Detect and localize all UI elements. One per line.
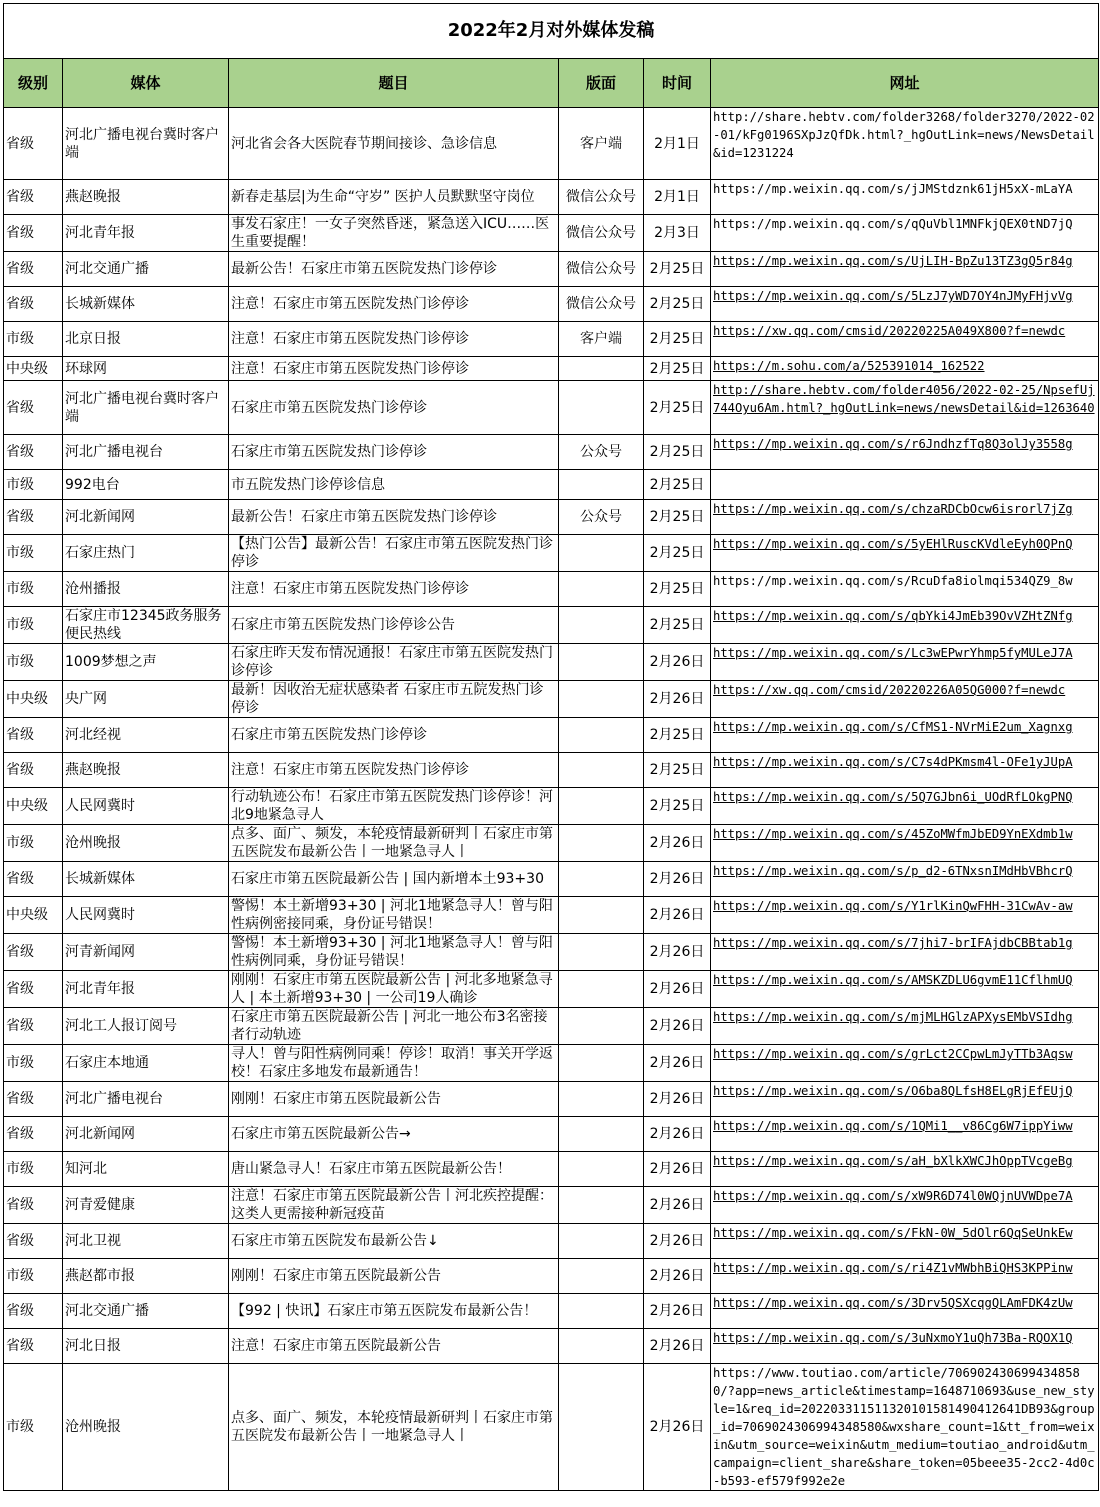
level-cell: 省级 bbox=[4, 1224, 63, 1259]
section-cell bbox=[559, 681, 644, 718]
level-cell: 市级 bbox=[4, 607, 63, 644]
url-cell[interactable]: https://mp.weixin.qq.com/s/3uNxmoY1uQh73Ba-RQOX1Q bbox=[711, 1329, 1099, 1364]
level-cell: 省级 bbox=[4, 934, 63, 971]
level-cell: 省级 bbox=[4, 381, 63, 435]
table-row bbox=[4, 252, 1099, 287]
header-date: 时间 bbox=[644, 59, 711, 108]
table-row bbox=[4, 1364, 1099, 1491]
date-cell: 2月25日 bbox=[644, 607, 711, 644]
date-cell: 2月26日 bbox=[644, 1117, 711, 1152]
section-cell bbox=[559, 1187, 644, 1224]
level-cell: 省级 bbox=[4, 180, 63, 215]
level-cell: 中央级 bbox=[4, 681, 63, 718]
url-cell[interactable]: https://mp.weixin.qq.com/s/O6ba8QLfsH8ELgRjEfEUjQ bbox=[711, 1082, 1099, 1117]
section-cell: 微信公众号 bbox=[559, 215, 644, 252]
date-cell: 2月25日 bbox=[644, 287, 711, 322]
table-row bbox=[4, 681, 1099, 718]
date-cell: 2月25日 bbox=[644, 357, 711, 381]
media-cell: 河北广播电视台冀时客户端 bbox=[63, 108, 229, 180]
level-cell: 市级 bbox=[4, 1364, 63, 1491]
section-cell bbox=[559, 470, 644, 500]
table-row bbox=[4, 1187, 1099, 1224]
media-cell: 河北日报 bbox=[63, 1329, 229, 1364]
media-cell: 河北新闻网 bbox=[63, 500, 229, 535]
media-cell: 央广网 bbox=[63, 681, 229, 718]
topic-cell: 唐山紧急寻人！石家庄市第五医院最新公告！ bbox=[229, 1152, 559, 1187]
url-cell[interactable]: https://mp.weixin.qq.com/s/FkN-0W_5dOlr6QqSeUnkEw bbox=[711, 1224, 1099, 1259]
topic-cell: 警惕！本土新增93+30 | 河北1地紧急寻人！曾与阳性病例密接同乘，身份证号错误！ bbox=[229, 897, 559, 934]
media-cell: 燕赵晚报 bbox=[63, 753, 229, 788]
table-row bbox=[4, 1329, 1099, 1364]
section-cell bbox=[559, 572, 644, 607]
date-cell: 2月25日 bbox=[644, 788, 711, 825]
header-media: 媒体 bbox=[63, 59, 229, 108]
media-cell: 沧州播报 bbox=[63, 572, 229, 607]
topic-cell: 石家庄市第五医院发热门诊停诊公告 bbox=[229, 607, 559, 644]
date-cell: 2月1日 bbox=[644, 108, 711, 180]
url-cell[interactable]: http://share.hebtv.com/folder4056/2022-02-25/NpsefUj744Oyu6Am.html?_hgOutLink=news/newsDetail&id=1263640 bbox=[711, 381, 1099, 435]
date-cell: 2月25日 bbox=[644, 753, 711, 788]
level-cell: 省级 bbox=[4, 718, 63, 753]
media-cell: 石家庄市12345政务服务便民热线 bbox=[63, 607, 229, 644]
media-cell: 河青爱健康 bbox=[63, 1187, 229, 1224]
url-cell[interactable]: https://www.toutiao.com/article/7069024306994348580/?app=news_article&timestamp=1648710693&use_new_style=1&req_id=202203311511320101581490412641DB93&group_id=7069024306994348580&wxshare_count=1&tt_from=weixin&utm_source=weixin&utm_medium=toutiao_android&utm_campaign=client_share&share_token=05beee35-2cc2-4d0c-b593-ef579f992e2e bbox=[711, 1364, 1099, 1491]
media-cell: 河北新闻网 bbox=[63, 1117, 229, 1152]
topic-cell: 【热门公告】最新公告！石家庄市第五医院发热门诊停诊 bbox=[229, 535, 559, 572]
topic-cell: 石家庄市第五医院发热门诊停诊 bbox=[229, 718, 559, 753]
section-cell: 微信公众号 bbox=[559, 287, 644, 322]
table-row bbox=[4, 1045, 1099, 1082]
date-cell: 2月26日 bbox=[644, 1187, 711, 1224]
url-cell[interactable]: https://mp.weixin.qq.com/s/45ZoMWfmJbED9YnEXdmb1w bbox=[711, 825, 1099, 862]
media-cell: 河北交通广播 bbox=[63, 252, 229, 287]
date-cell: 2月26日 bbox=[644, 644, 711, 681]
url-cell[interactable]: https://mp.weixin.qq.com/s/grLct2CCpwLmJyTTb3Aqsw bbox=[711, 1045, 1099, 1082]
level-cell: 中央级 bbox=[4, 788, 63, 825]
topic-cell: 石家庄市第五医院发热门诊停诊 bbox=[229, 381, 559, 435]
level-cell: 市级 bbox=[4, 470, 63, 500]
table-row bbox=[4, 572, 1099, 607]
url-cell[interactable]: https://mp.weixin.qq.com/s/xW9R6D74l0WQjnUVWDpe7A bbox=[711, 1187, 1099, 1224]
url-cell bbox=[711, 470, 1099, 500]
media-cell: 长城新媒体 bbox=[63, 862, 229, 897]
topic-cell: 【992 | 快讯】石家庄市第五医院发布最新公告！ bbox=[229, 1294, 559, 1329]
section-cell bbox=[559, 607, 644, 644]
table-row bbox=[4, 825, 1099, 862]
header-topic: 题目 bbox=[229, 59, 559, 108]
media-cell: 河北广播电视台冀时客户端 bbox=[63, 381, 229, 435]
media-cell: 环球网 bbox=[63, 357, 229, 381]
url-cell[interactable]: https://mp.weixin.qq.com/s/aH_bXlkXWCJhOppTVcgeBg bbox=[711, 1152, 1099, 1187]
topic-cell: 石家庄市第五医院发热门诊停诊 bbox=[229, 435, 559, 470]
topic-cell: 新春走基层|为生命“守岁” 医护人员默默坚守岗位 bbox=[229, 180, 559, 215]
table-row bbox=[4, 862, 1099, 897]
url-cell[interactable]: https://mp.weixin.qq.com/s/7jhi7-brIFAjdbCBBtab1g bbox=[711, 934, 1099, 971]
level-cell: 省级 bbox=[4, 287, 63, 322]
table-row bbox=[4, 108, 1099, 180]
date-cell: 2月25日 bbox=[644, 252, 711, 287]
topic-cell: 最新公告！石家庄市第五医院发热门诊停诊 bbox=[229, 500, 559, 535]
level-cell: 省级 bbox=[4, 215, 63, 252]
url-cell[interactable]: https://mp.weixin.qq.com/s/CfMS1-NVrMiE2um_Xagnxg bbox=[711, 718, 1099, 753]
table-row bbox=[4, 788, 1099, 825]
table-row bbox=[4, 1152, 1099, 1187]
table-row bbox=[4, 535, 1099, 572]
section-cell bbox=[559, 1294, 644, 1329]
date-cell: 2月25日 bbox=[644, 470, 711, 500]
level-cell: 省级 bbox=[4, 1008, 63, 1045]
url-cell[interactable]: https://mp.weixin.qq.com/s/r6JndhzfTq8Q3olJy3558g bbox=[711, 435, 1099, 470]
section-cell bbox=[559, 1329, 644, 1364]
level-cell: 省级 bbox=[4, 753, 63, 788]
date-cell: 2月1日 bbox=[644, 180, 711, 215]
topic-cell: 事发石家庄！一女子突然昏迷，紧急送入ICU……医生重要提醒！ bbox=[229, 215, 559, 252]
date-cell: 2月26日 bbox=[644, 934, 711, 971]
level-cell: 市级 bbox=[4, 644, 63, 681]
table-row bbox=[4, 1259, 1099, 1294]
topic-cell: 石家庄市第五医院最新公告 | 河北一地公布3名密接者行动轨迹 bbox=[229, 1008, 559, 1045]
date-cell: 2月26日 bbox=[644, 1045, 711, 1082]
topic-cell: 点多、面广、频发，本轮疫情最新研判丨石家庄市第五医院发布最新公告丨一地紧急寻人丨 bbox=[229, 825, 559, 862]
media-cell: 知河北 bbox=[63, 1152, 229, 1187]
topic-cell: 寻人！曾与阳性病例同乘！停诊！取消！事关开学返校！石家庄多地发布最新通告！ bbox=[229, 1045, 559, 1082]
level-cell: 市级 bbox=[4, 1152, 63, 1187]
url-cell[interactable]: https://mp.weixin.qq.com/s/AMSKZDLU6gvmE11CflhmUQ bbox=[711, 971, 1099, 1008]
url-cell[interactable]: https://mp.weixin.qq.com/s/5yEHlRuscKVdleEyh0QPnQ bbox=[711, 535, 1099, 572]
table-row bbox=[4, 1224, 1099, 1259]
url-cell[interactable]: https://mp.weixin.qq.com/s/qbYki4JmEb39OvVZHtZNfg bbox=[711, 607, 1099, 644]
media-cell: 河青新闻网 bbox=[63, 934, 229, 971]
section-cell bbox=[559, 1224, 644, 1259]
level-cell: 中央级 bbox=[4, 897, 63, 934]
url-cell[interactable]: http://share.hebtv.com/folder3268/folder3270/2022-02-01/kFg0196SXpJzQfDk.html?_hgOutLink=news/NewsDetail&id=1231224 bbox=[711, 108, 1099, 180]
table-row bbox=[4, 1294, 1099, 1329]
section-cell bbox=[559, 897, 644, 934]
date-cell: 2月26日 bbox=[644, 825, 711, 862]
media-cell: 沧州晚报 bbox=[63, 1364, 229, 1491]
table-row bbox=[4, 435, 1099, 470]
date-cell: 2月25日 bbox=[644, 381, 711, 435]
media-cell: 人民网冀时 bbox=[63, 897, 229, 934]
level-cell: 市级 bbox=[4, 322, 63, 357]
section-cell bbox=[559, 753, 644, 788]
section-cell bbox=[559, 1364, 644, 1491]
section-cell bbox=[559, 718, 644, 753]
url-cell[interactable]: https://mp.weixin.qq.com/s/ri4Z1vMWbhBiQHS3KPPinw bbox=[711, 1259, 1099, 1294]
topic-cell: 注意！石家庄市第五医院最新公告 bbox=[229, 1329, 559, 1364]
section-cell bbox=[559, 1117, 644, 1152]
table-row bbox=[4, 718, 1099, 753]
topic-cell: 刚刚！石家庄市第五医院最新公告 | 河北多地紧急寻人 | 本土新增93+30 | 一公司19人确诊 bbox=[229, 971, 559, 1008]
topic-cell: 注意！石家庄市第五医院发热门诊停诊 bbox=[229, 322, 559, 357]
table-row bbox=[4, 470, 1099, 500]
table-row bbox=[4, 753, 1099, 788]
date-cell: 2月25日 bbox=[644, 572, 711, 607]
date-cell: 2月25日 bbox=[644, 535, 711, 572]
section-cell bbox=[559, 788, 644, 825]
date-cell: 2月3日 bbox=[644, 215, 711, 252]
media-cell: 河北交通广播 bbox=[63, 1294, 229, 1329]
url-cell[interactable]: https://mp.weixin.qq.com/s/3Drv5QSXcqgQLAmFDK4zUw bbox=[711, 1294, 1099, 1329]
topic-cell: 最新公告！石家庄市第五医院发热门诊停诊 bbox=[229, 252, 559, 287]
media-cell: 沧州晚报 bbox=[63, 825, 229, 862]
topic-cell: 警惕！本土新增93+30 | 河北1地紧急寻人！曾与阳性病例同乘，身份证号错误！ bbox=[229, 934, 559, 971]
level-cell: 省级 bbox=[4, 108, 63, 180]
url-cell[interactable]: https://mp.weixin.qq.com/s/Y1rlKinQwFHH-31CwAv-aw bbox=[711, 897, 1099, 934]
header-row bbox=[4, 59, 1099, 108]
date-cell: 2月26日 bbox=[644, 862, 711, 897]
level-cell: 省级 bbox=[4, 1082, 63, 1117]
section-cell bbox=[559, 971, 644, 1008]
media-cell: 1009梦想之声 bbox=[63, 644, 229, 681]
url-cell[interactable]: https://mp.weixin.qq.com/s/5Q7GJbn6i_UOdRfLOkgPNQ bbox=[711, 788, 1099, 825]
media-cell: 河北工人报订阅号 bbox=[63, 1008, 229, 1045]
section-cell bbox=[559, 825, 644, 862]
url-cell[interactable]: https://mp.weixin.qq.com/s/RcuDfa8iolmqi534QZ9_8w bbox=[711, 572, 1099, 607]
date-cell: 2月25日 bbox=[644, 718, 711, 753]
media-cell: 北京日报 bbox=[63, 322, 229, 357]
section-cell bbox=[559, 934, 644, 971]
header-url: 网址 bbox=[711, 59, 1099, 108]
table-title: 2022年2月对外媒体发稿 bbox=[4, 4, 1099, 59]
level-cell: 市级 bbox=[4, 572, 63, 607]
url-cell[interactable]: https://mp.weixin.qq.com/s/chzaRDCbOcw6isrorl7jZg bbox=[711, 500, 1099, 535]
date-cell: 2月25日 bbox=[644, 435, 711, 470]
level-cell: 中央级 bbox=[4, 357, 63, 381]
section-cell bbox=[559, 862, 644, 897]
topic-cell: 石家庄市第五医院发布最新公告↓ bbox=[229, 1224, 559, 1259]
section-cell bbox=[559, 381, 644, 435]
date-cell: 2月26日 bbox=[644, 897, 711, 934]
date-cell: 2月26日 bbox=[644, 1082, 711, 1117]
topic-cell: 刚刚！石家庄市第五医院最新公告 bbox=[229, 1082, 559, 1117]
topic-cell: 河北省会各大医院春节期间接诊、急诊信息 bbox=[229, 108, 559, 180]
topic-cell: 点多、面广、频发，本轮疫情最新研判丨石家庄市第五医院发布最新公告丨一地紧急寻人丨 bbox=[229, 1364, 559, 1491]
date-cell: 2月26日 bbox=[644, 681, 711, 718]
level-cell: 省级 bbox=[4, 971, 63, 1008]
section-cell bbox=[559, 535, 644, 572]
media-cell: 石家庄本地通 bbox=[63, 1045, 229, 1082]
media-cell: 河北广播电视台 bbox=[63, 1082, 229, 1117]
date-cell: 2月26日 bbox=[644, 1008, 711, 1045]
section-cell: 微信公众号 bbox=[559, 180, 644, 215]
table-row bbox=[4, 934, 1099, 971]
level-cell: 市级 bbox=[4, 1259, 63, 1294]
table-row bbox=[4, 1117, 1099, 1152]
table-row bbox=[4, 644, 1099, 681]
table-row bbox=[4, 1082, 1099, 1117]
table-row bbox=[4, 1008, 1099, 1045]
media-cell: 河北青年报 bbox=[63, 971, 229, 1008]
date-cell: 2月26日 bbox=[644, 1329, 711, 1364]
header-level: 级别 bbox=[4, 59, 63, 108]
section-cell bbox=[559, 1259, 644, 1294]
table-row bbox=[4, 971, 1099, 1008]
media-cell: 燕赵都市报 bbox=[63, 1259, 229, 1294]
media-cell: 992电台 bbox=[63, 470, 229, 500]
level-cell: 省级 bbox=[4, 1329, 63, 1364]
media-cell: 人民网冀时 bbox=[63, 788, 229, 825]
topic-cell: 石家庄市第五医院最新公告→ bbox=[229, 1117, 559, 1152]
level-cell: 省级 bbox=[4, 1187, 63, 1224]
section-cell: 客户端 bbox=[559, 108, 644, 180]
section-cell: 公众号 bbox=[559, 500, 644, 535]
url-cell[interactable]: https://xw.qq.com/cmsid/20220225A049X800?f=newdc bbox=[711, 322, 1099, 357]
level-cell: 省级 bbox=[4, 252, 63, 287]
table-row bbox=[4, 357, 1099, 381]
date-cell: 2月26日 bbox=[644, 1224, 711, 1259]
url-cell[interactable]: https://mp.weixin.qq.com/s/p_d2-6TNxsnIMdHbVBhcrQ bbox=[711, 862, 1099, 897]
section-cell bbox=[559, 1045, 644, 1082]
section-cell: 微信公众号 bbox=[559, 252, 644, 287]
topic-cell: 注意！石家庄市第五医院发热门诊停诊 bbox=[229, 287, 559, 322]
media-cell: 河北青年报 bbox=[63, 215, 229, 252]
section-cell bbox=[559, 1082, 644, 1117]
url-cell[interactable]: https://mp.weixin.qq.com/s/1QMi1__v86Cg6W7ippYiww bbox=[711, 1117, 1099, 1152]
level-cell: 省级 bbox=[4, 1117, 63, 1152]
level-cell: 省级 bbox=[4, 862, 63, 897]
topic-cell: 注意！石家庄市第五医院发热门诊停诊 bbox=[229, 753, 559, 788]
table-row bbox=[4, 381, 1099, 435]
url-cell[interactable]: https://mp.weixin.qq.com/s/Lc3wEPwrYhmp5fyMULeJ7A bbox=[711, 644, 1099, 681]
topic-cell: 市五院发热门诊停诊信息 bbox=[229, 470, 559, 500]
date-cell: 2月25日 bbox=[644, 500, 711, 535]
level-cell: 省级 bbox=[4, 435, 63, 470]
topic-cell: 刚刚！石家庄市第五医院最新公告 bbox=[229, 1259, 559, 1294]
url-cell[interactable]: https://m.sohu.com/a/525391014_162522 bbox=[711, 357, 1099, 381]
media-cell: 河北卫视 bbox=[63, 1224, 229, 1259]
topic-cell: 石家庄昨天发布情况通报！石家庄市第五医院发热门诊停诊 bbox=[229, 644, 559, 681]
topic-cell: 注意！石家庄市第五医院发热门诊停诊 bbox=[229, 357, 559, 381]
table-row bbox=[4, 287, 1099, 322]
topic-cell: 最新！因收治无症状感染者 石家庄市五院发热门诊停诊 bbox=[229, 681, 559, 718]
section-cell bbox=[559, 357, 644, 381]
url-cell[interactable]: https://mp.weixin.qq.com/s/UjLIH-BpZu13TZ3gQ5r84g bbox=[711, 252, 1099, 287]
url-cell[interactable]: https://mp.weixin.qq.com/s/jJMStdznk61jH5xX-mLaYA bbox=[711, 180, 1099, 215]
table-row bbox=[4, 322, 1099, 357]
level-cell: 市级 bbox=[4, 825, 63, 862]
media-cell: 河北经视 bbox=[63, 718, 229, 753]
media-report-table bbox=[3, 3, 1099, 1491]
url-cell[interactable]: https://mp.weixin.qq.com/s/5LzJ7yWD7OY4nJMyFHjvVg bbox=[711, 287, 1099, 322]
level-cell: 省级 bbox=[4, 1294, 63, 1329]
url-cell[interactable]: https://mp.weixin.qq.com/s/mjMLHGlzAPXysEMbVSIdhg bbox=[711, 1008, 1099, 1045]
media-cell: 石家庄热门 bbox=[63, 535, 229, 572]
date-cell: 2月26日 bbox=[644, 1294, 711, 1329]
table-row bbox=[4, 180, 1099, 215]
section-cell bbox=[559, 644, 644, 681]
table-row bbox=[4, 607, 1099, 644]
section-cell bbox=[559, 1008, 644, 1045]
level-cell: 省级 bbox=[4, 500, 63, 535]
section-cell bbox=[559, 1152, 644, 1187]
topic-cell: 行动轨迹公布！石家庄市第五医院发热门诊停诊！河北9地紧急寻人 bbox=[229, 788, 559, 825]
topic-cell: 注意！石家庄市第五医院最新公告丨河北疾控提醒：这类人更需接种新冠疫苗 bbox=[229, 1187, 559, 1224]
url-cell[interactable]: https://mp.weixin.qq.com/s/C7s4dPKmsm4l-OFe1yJUpA bbox=[711, 753, 1099, 788]
media-cell: 燕赵晚报 bbox=[63, 180, 229, 215]
level-cell: 市级 bbox=[4, 1045, 63, 1082]
topic-cell: 注意！石家庄市第五医院发热门诊停诊 bbox=[229, 572, 559, 607]
media-cell: 河北广播电视台 bbox=[63, 435, 229, 470]
table-row bbox=[4, 500, 1099, 535]
section-cell: 客户端 bbox=[559, 322, 644, 357]
table-row bbox=[4, 215, 1099, 252]
header-section: 版面 bbox=[559, 59, 644, 108]
media-cell: 长城新媒体 bbox=[63, 287, 229, 322]
date-cell: 2月26日 bbox=[644, 1259, 711, 1294]
date-cell: 2月26日 bbox=[644, 1364, 711, 1491]
url-cell[interactable]: https://mp.weixin.qq.com/s/qQuVbl1MNFkjQEX0tND7jQ bbox=[711, 215, 1099, 252]
url-cell[interactable]: https://xw.qq.com/cmsid/20220226A05QG000?f=newdc bbox=[711, 681, 1099, 718]
table-row bbox=[4, 897, 1099, 934]
date-cell: 2月26日 bbox=[644, 1152, 711, 1187]
date-cell: 2月25日 bbox=[644, 322, 711, 357]
level-cell: 市级 bbox=[4, 535, 63, 572]
date-cell: 2月26日 bbox=[644, 971, 711, 1008]
topic-cell: 石家庄市第五医院最新公告 | 国内新增本土93+30 bbox=[229, 862, 559, 897]
section-cell: 公众号 bbox=[559, 435, 644, 470]
